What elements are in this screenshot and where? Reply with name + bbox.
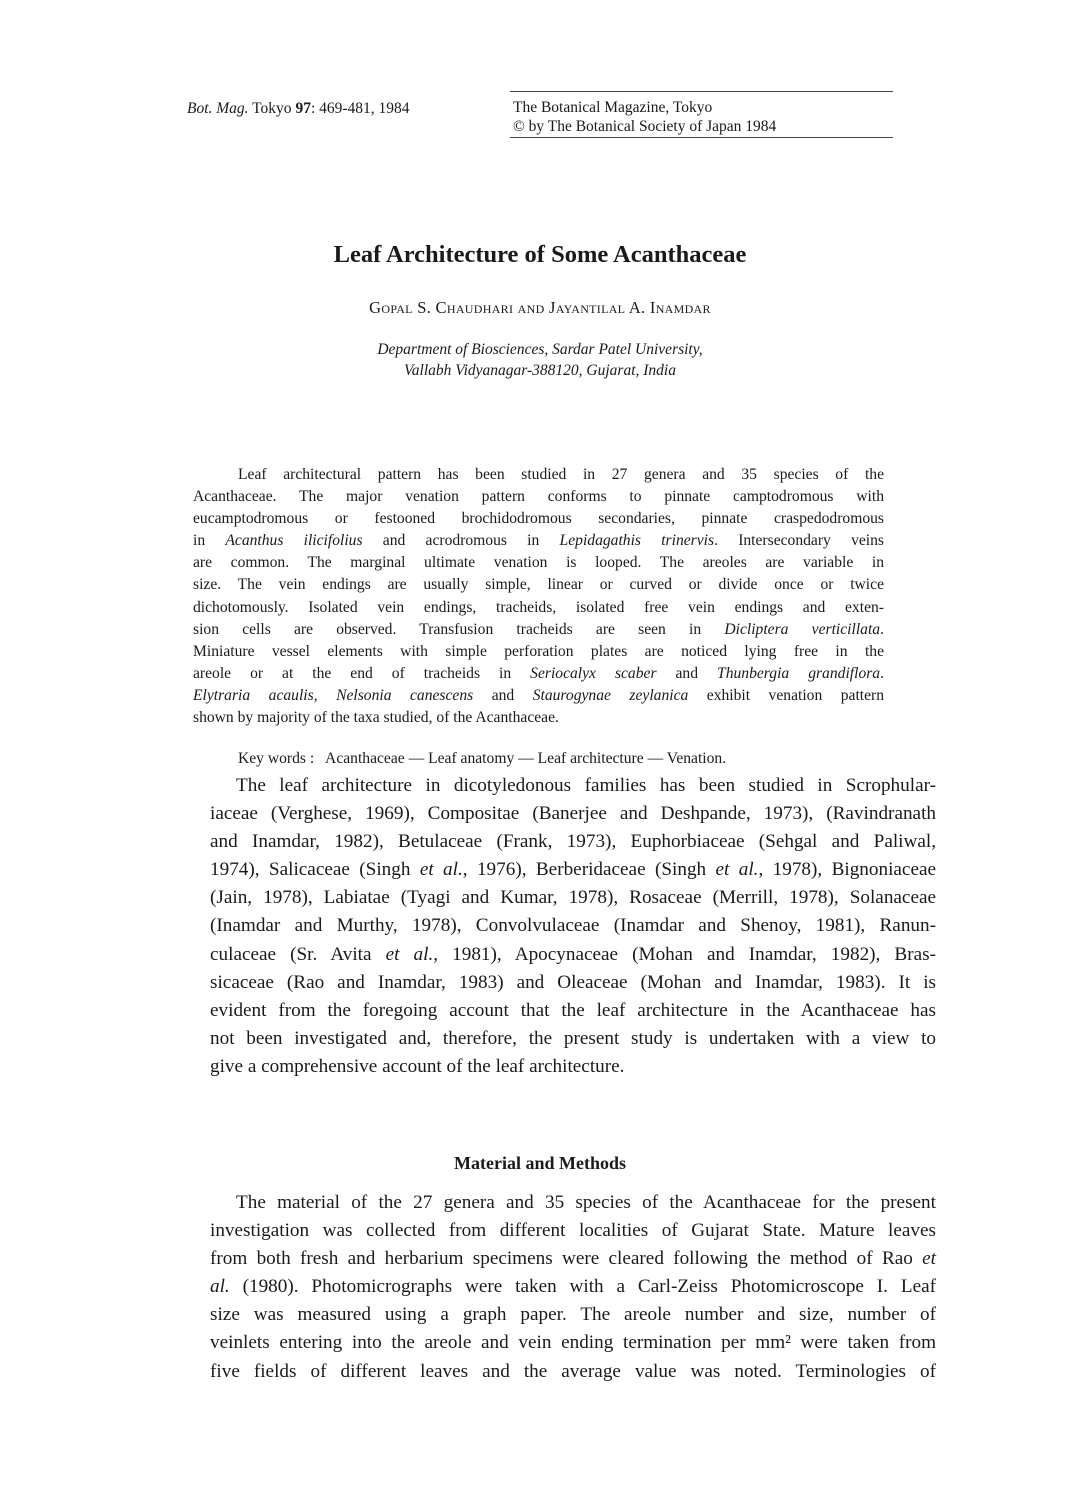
text-segment: . xyxy=(880,620,884,638)
journal-box xyxy=(510,91,893,138)
text-line xyxy=(210,1053,936,1081)
text-segment: dichotomously. Isolated vein endings, tracheids, isolated free vein endings and exten- xyxy=(193,598,884,616)
volume: 97 xyxy=(295,100,311,117)
text-segment: veinlets entering into the areole and vein ending termination per mm² were taken from xyxy=(210,1332,936,1354)
journal-city: Tokyo xyxy=(252,100,292,117)
text-segment: (Inamdar and Murthy, 1978), Convolvulaceae (Inamdar and Shenoy, 1981), Ranun- xyxy=(210,915,936,937)
section-heading: Material and Methods xyxy=(454,1153,626,1173)
affiliation xyxy=(0,339,1080,381)
copyright: © by The Botanical Society of Japan 1984 xyxy=(513,118,777,135)
text-segment: give a comprehensive account of the leaf architecture. xyxy=(210,1055,625,1077)
italic-term: et al. xyxy=(715,859,759,881)
text-line xyxy=(210,1189,936,1217)
text-segment: The material of the 27 genera and 35 species of the Acanthaceae for the present xyxy=(236,1192,936,1213)
text-segment: areole or at the end of tracheids in xyxy=(193,664,531,682)
text-segment: and xyxy=(473,686,533,704)
italic-term: Thunbergia grandiflora xyxy=(717,664,881,682)
methods-section xyxy=(210,1189,936,1386)
text-segment: size was measured using a graph paper. The areole number and size, number of xyxy=(210,1304,936,1326)
introduction xyxy=(210,772,936,1081)
italic-term: et al. xyxy=(385,943,434,965)
text-segment: The leaf architecture in dicotyledonous families has been studied in Scrophular- xyxy=(236,775,936,796)
italic-term: Elytraria acaulis xyxy=(193,686,314,704)
italic-term: Lepidagathis trinervis xyxy=(559,532,715,550)
text-line xyxy=(193,619,884,641)
text-line xyxy=(210,1273,936,1301)
italic-term: Nelsonia canescens xyxy=(336,686,474,704)
text-segment: size. The vein endings are usually simple, linear or curved or divide once or twice xyxy=(193,576,884,594)
italic-term: Acanthus ilicifolius xyxy=(225,532,363,550)
text-line xyxy=(193,530,884,552)
text-line xyxy=(210,969,936,997)
text-line xyxy=(210,1245,936,1273)
text-line xyxy=(193,597,884,619)
text-line xyxy=(210,856,936,884)
text-line xyxy=(193,508,884,530)
text-line xyxy=(210,912,936,940)
text-line xyxy=(193,486,884,508)
text-segment: and acrodromous in xyxy=(362,532,560,550)
text-line xyxy=(193,685,884,707)
journal-abbrev: Bot. Mag. xyxy=(187,100,249,117)
journal-name: The Botanical Magazine, Tokyo xyxy=(513,99,713,116)
text-line xyxy=(210,828,936,856)
text-segment: . Intersecondary veins xyxy=(714,532,884,550)
text-line xyxy=(210,800,936,828)
affiliation-line: Vallabh Vidyanagar-388120, Gujarat, India xyxy=(404,362,676,379)
abstract xyxy=(193,464,884,729)
text-segment: . xyxy=(880,664,885,682)
text-line xyxy=(193,663,884,685)
affiliation-line: Department of Biosciences, Sardar Patel University, xyxy=(377,341,703,358)
text-segment: sion cells are observed. Transfusion tracheids are seen in xyxy=(193,620,725,638)
text-line xyxy=(210,997,936,1025)
text-line xyxy=(210,1217,936,1245)
italic-term: Seriocalyx scaber xyxy=(530,664,657,682)
text-segment: Miniature vessel elements with simple perforation plates are noticed lying free in the xyxy=(193,642,884,660)
text-line xyxy=(210,1358,936,1386)
text-line xyxy=(210,772,936,800)
pages-year: : 469-481, 1984 xyxy=(310,100,410,117)
text-segment: evident from the foregoing account that the leaf architecture in the Acanthaceae has xyxy=(210,999,936,1021)
italic-term: Staurogynae zeylanica xyxy=(532,686,689,704)
text-segment: not been investigated and, therefore, the present study is undertaken with a view to xyxy=(210,1027,936,1049)
paper-title: Leaf Architecture of Some Acanthaceae xyxy=(333,241,747,268)
text-segment: (Jain, 1978), Labiatae (Tyagi and Kumar, 1978), Rosaceae (Merrill, 1978), Solanaceae xyxy=(210,887,936,909)
text-line xyxy=(193,707,884,729)
text-segment: sicaceae (Rao and Inamdar, 1983) and Oleaceae (Mohan and Inamdar, 1983). It is xyxy=(210,971,936,993)
italic-term: Dicliptera verticillata xyxy=(724,620,881,638)
text-segment: Acanthaceae. The major venation pattern conforms to pinnate camptodromous with xyxy=(193,488,884,506)
italic-term: et al. xyxy=(419,859,463,881)
text-line xyxy=(210,1025,936,1053)
text-line xyxy=(193,574,884,596)
text-segment: Leaf architectural pattern has been studied in 27 genera and 35 species of the xyxy=(238,466,884,483)
italic-term: al. xyxy=(210,1276,230,1298)
text-line xyxy=(210,1329,936,1357)
text-segment: (1980). Photomicrographs were taken with a Carl-Zeiss Photomicroscope I. Leaf xyxy=(229,1276,936,1298)
text-line xyxy=(210,884,936,912)
text-segment: and xyxy=(656,664,718,682)
text-line xyxy=(193,464,884,486)
text-segment: culaceae (Sr. Avita xyxy=(210,943,386,965)
text-segment: in xyxy=(193,532,226,550)
text-segment: are common. The marginal ultimate venation is looped. The areoles are variable in xyxy=(193,554,884,572)
italic-term: et xyxy=(922,1248,936,1270)
keywords: Key words : Acanthaceae — Leaf anatomy — Leaf architecture — Venation. xyxy=(238,750,727,767)
text-segment: eucamptodromous or festooned brochidodromous secondaries, pinnate craspedodromous xyxy=(193,510,884,528)
text-segment: , 1978), Bignoniaceae xyxy=(758,859,936,881)
text-segment: exhibit venation pattern xyxy=(688,686,885,704)
authors: Gopal S. Chaudhari and Jayantilal A. Inamdar xyxy=(369,298,711,317)
text-segment: iaceae (Verghese, 1969), Compositae (Banerjee and Deshpande, 1973), (Ravindranath xyxy=(210,803,936,825)
text-segment: , xyxy=(313,686,337,704)
text-segment: , 1981), Apocynaceae (Mohan and Inamdar, 1982), Bras- xyxy=(433,943,936,965)
text-line xyxy=(210,941,936,969)
text-segment: investigation was collected from different localities of Gujarat State. Mature leaves xyxy=(210,1220,936,1242)
text-line xyxy=(193,641,884,663)
text-segment: 1974), Salicaceae (Singh xyxy=(210,859,420,881)
text-segment: five fields of different leaves and the average value was noted. Terminologies of xyxy=(210,1360,936,1382)
text-segment: shown by majority of the taxa studied, of the Acanthaceae. xyxy=(193,709,559,727)
citation-line xyxy=(187,100,410,118)
text-line xyxy=(193,552,884,574)
text-line xyxy=(210,1301,936,1329)
text-segment: and Inamdar, 1982), Betulaceae (Frank, 1973), Euphorbiaceae (Sehgal and Paliwal, xyxy=(210,831,936,853)
text-segment: , 1976), Berberidaceae (Singh xyxy=(462,859,716,881)
text-segment: from both fresh and herbarium specimens were cleared following the method of Rao xyxy=(210,1248,923,1270)
